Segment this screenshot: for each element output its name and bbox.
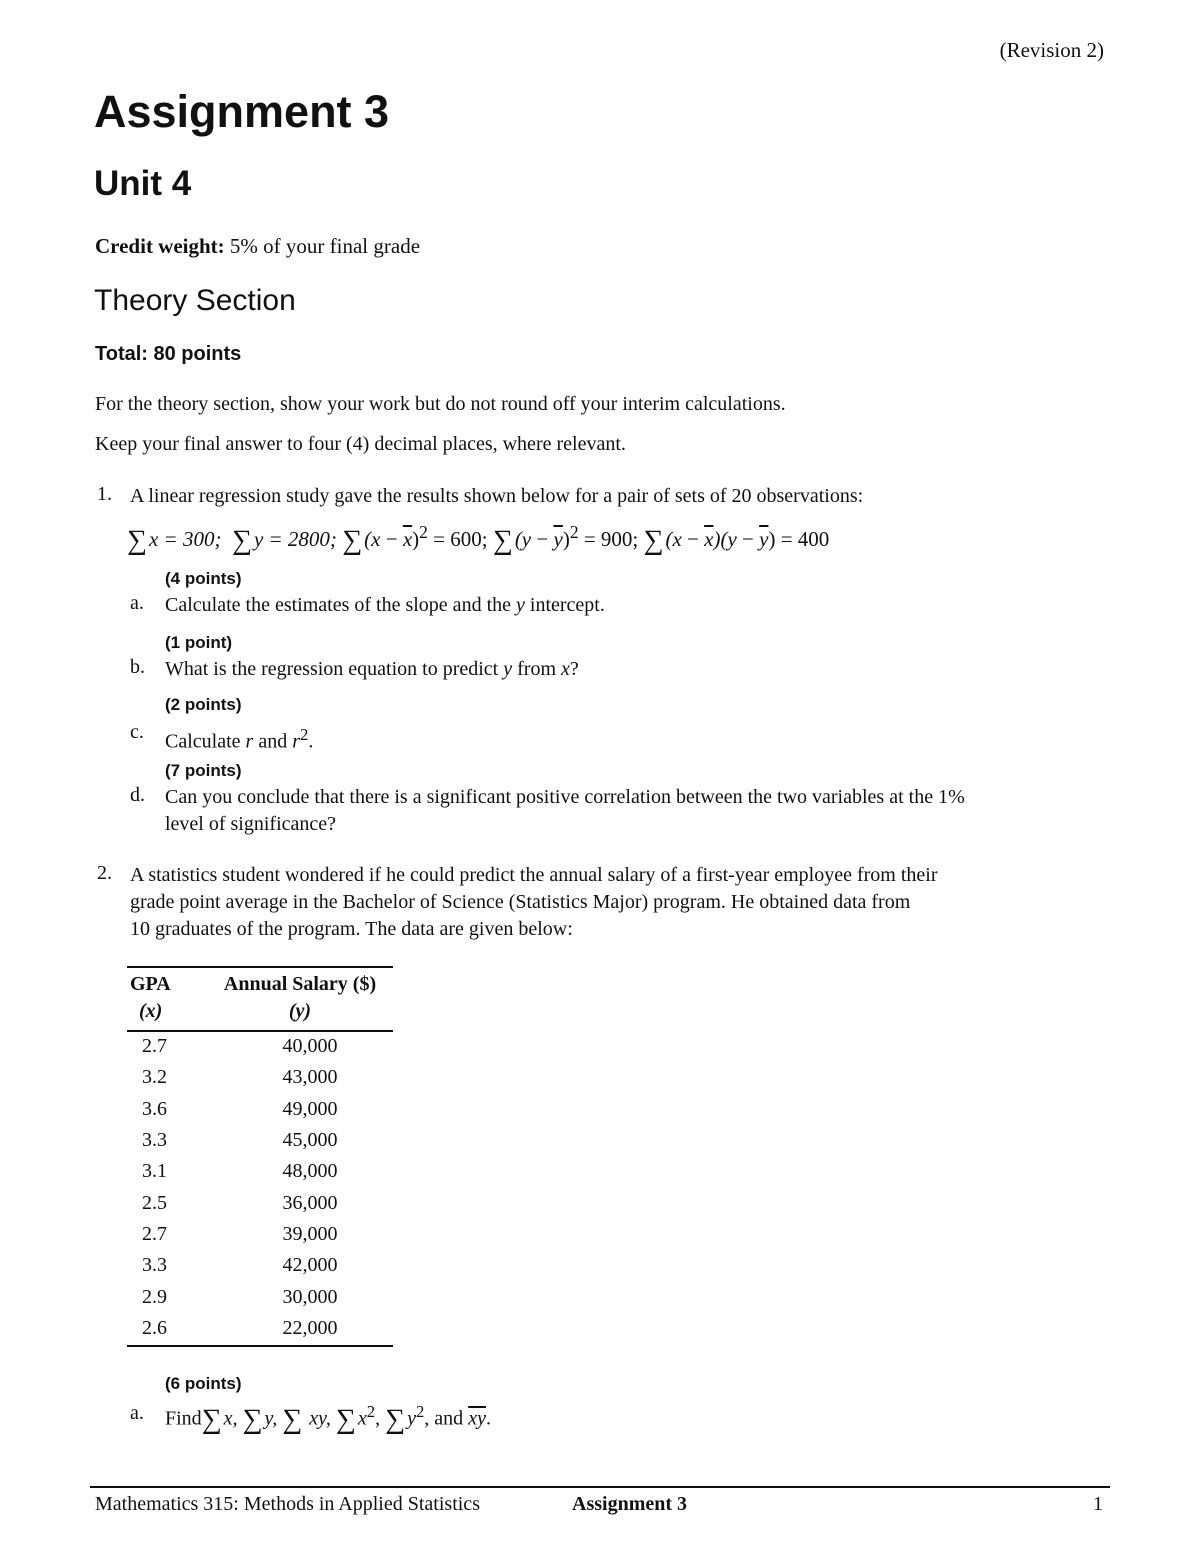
salary-cell: 42,000 — [282, 1254, 338, 1277]
q1c-letter: c. — [130, 721, 144, 743]
sigma-icon: ∑ — [385, 1403, 406, 1435]
q1c-points: (2 points) — [165, 695, 242, 714]
q1b-var: y — [503, 658, 513, 680]
table-row — [127, 1281, 400, 1312]
formula-term: )(y — [713, 527, 737, 551]
q1c-var2: r — [292, 730, 301, 753]
sigma-icon: ∑ — [231, 525, 252, 556]
q2a-bar-term: $\overline{xy}$ — [468, 1407, 486, 1430]
q1c-tail: . — [308, 730, 314, 753]
q2-number: 2. — [97, 862, 112, 884]
gpa-cell: 2.5 — [142, 1191, 167, 1214]
page-title: Assignment 3 — [94, 86, 390, 137]
salary-cell: 48,000 — [282, 1160, 338, 1183]
gpa-cell: 3.3 — [142, 1129, 167, 1152]
footer-assignment: Assignment 3 — [572, 1493, 688, 1515]
q1a-points: (4 points) — [165, 569, 242, 588]
table-row — [127, 1156, 400, 1187]
q1d-line2: level of significance? — [165, 813, 337, 835]
q1a-var: y — [516, 594, 525, 616]
formula-term: (y — [514, 527, 532, 551]
table-row — [127, 1187, 400, 1218]
salary-cell: 40,000 — [282, 1035, 338, 1058]
q1b-text-main: What is the regression equation to predict — [165, 658, 499, 680]
formula-term: x = 300; — [148, 527, 222, 551]
q2a-points: (6 points) — [165, 1374, 242, 1393]
formula-op: − — [736, 527, 760, 551]
salary-cell: 39,000 — [282, 1222, 338, 1245]
total-points: Total: 80 points — [95, 343, 242, 365]
credit-text: 5% of your final grade — [229, 234, 421, 258]
q2a-term: xy, — [309, 1407, 331, 1430]
q1b-points: (1 point) — [165, 633, 233, 652]
q1a-text — [165, 592, 605, 619]
q1b-letter: b. — [130, 656, 145, 678]
formula-op: − — [531, 527, 554, 551]
sigma-icon: ∑ — [643, 525, 664, 556]
q2a-text — [165, 1398, 491, 1433]
table-subheader-row — [127, 998, 400, 1031]
gpa-cell: 3.6 — [142, 1097, 167, 1120]
table-header-rule — [127, 1030, 393, 1032]
gpa-cell: 2.7 — [142, 1035, 167, 1058]
q2a-letter: a. — [130, 1402, 144, 1424]
q1c-sup: 2 — [300, 725, 309, 744]
q2-line3: 10 graduates of the program. The data are given below: — [130, 918, 573, 940]
formula-bar: $\overline{y}$ — [759, 527, 769, 551]
q2a-sup: 2 — [366, 1402, 376, 1421]
q2a-term: y, — [264, 1407, 278, 1430]
formula-term: = 600; — [427, 527, 488, 551]
page-number: 1 — [1093, 1493, 1103, 1515]
formula-term: (x — [364, 527, 381, 551]
q1b-var2: x — [561, 658, 570, 680]
table-header-row — [127, 968, 400, 998]
q1c-text-main: Calculate — [165, 730, 241, 753]
gpa-cell: 2.7 — [142, 1222, 167, 1245]
q1d-letter: d. — [130, 784, 145, 806]
formula-term: = 900; — [578, 527, 639, 551]
formula-op: − — [380, 527, 403, 551]
q1c-var: r — [245, 730, 254, 753]
column-header-gpa: GPA — [130, 973, 171, 995]
gpa-cell: 3.3 — [142, 1254, 167, 1277]
q2a-term: x — [357, 1407, 367, 1430]
q1a-tail: intercept. — [529, 594, 605, 616]
column-subheader-x: (x) — [139, 1000, 163, 1022]
q1-number: 1. — [97, 483, 112, 505]
table-body — [127, 1031, 400, 1344]
formula-bar: $\overline{x}$ — [402, 527, 413, 551]
q1c-mid: and — [258, 730, 288, 753]
sigma-icon: ∑ — [335, 1403, 356, 1435]
table-row — [127, 1250, 400, 1281]
formula-bar: $\overline{x}$ — [704, 527, 714, 551]
q1d-points: (7 points) — [165, 761, 242, 780]
credit-weight — [95, 234, 420, 259]
q2-line1: A statistics student wondered if he could predict the annual salary of a first-year employee from their — [130, 864, 938, 886]
section-heading: Theory Section — [94, 284, 296, 317]
formula-bar: $\overline{y}$ — [553, 527, 563, 551]
sigma-icon: ∑ — [201, 1403, 222, 1435]
formula-term: ) = 400 — [768, 527, 830, 551]
gpa-salary-table — [127, 968, 400, 1344]
table-row — [127, 1219, 400, 1250]
q2a-find: Find — [165, 1407, 202, 1430]
q1b-mid: from — [517, 658, 557, 680]
q1b-tail: ? — [569, 658, 579, 680]
salary-cell: 22,000 — [282, 1316, 338, 1339]
revision-label: (Revision 2) — [999, 38, 1104, 62]
salary-cell: 30,000 — [282, 1285, 338, 1308]
formula-term: y = 2800; — [253, 527, 337, 551]
gpa-cell: 2.6 — [142, 1316, 167, 1339]
table-bottom-rule — [127, 1345, 393, 1347]
q1d-line1: Can you conclude that there is a significant positive correlation between the two variables at the 1% — [165, 786, 965, 808]
salary-cell: 36,000 — [282, 1191, 338, 1214]
instruction-1: For the theory section, show your work but do not round off your interim calculations. — [95, 393, 786, 415]
q2a-term: x, — [223, 1407, 238, 1430]
column-subheader-y: (y) — [288, 1000, 312, 1022]
q2a-sup: 2 — [415, 1402, 425, 1421]
q2a-term: y — [407, 1407, 416, 1430]
formula-term: (x — [665, 527, 682, 551]
q1a-letter: a. — [130, 592, 144, 614]
salary-cell: 49,000 — [282, 1097, 338, 1120]
q1b-text — [165, 656, 579, 683]
sigma-icon: ∑ — [282, 1403, 303, 1435]
gpa-cell: 3.1 — [142, 1160, 167, 1183]
q2-line2: grade point average in the Bachelor of Science (Statistics Major) program. He obtained data from — [130, 891, 911, 913]
table-row — [127, 1031, 400, 1062]
q1-text: A linear regression study gave the results shown below for a pair of sets of 20 observations: — [130, 485, 864, 507]
footer-course: Mathematics 315: Methods in Applied Statistics — [95, 1493, 480, 1515]
q2a-period: . — [485, 1407, 491, 1430]
table-row — [127, 1094, 400, 1125]
salary-cell: 43,000 — [282, 1066, 338, 1089]
q2a-and: , and — [424, 1407, 464, 1430]
sigma-icon: ∑ — [342, 525, 363, 556]
sigma-icon: ∑ — [492, 525, 513, 556]
q1a-text-main: Calculate the estimates of the slope and the — [165, 594, 511, 616]
q1c-text — [165, 721, 313, 756]
gpa-cell: 3.2 — [142, 1066, 167, 1089]
table-row — [127, 1125, 400, 1156]
sigma-icon: ∑ — [127, 525, 147, 556]
unit-heading: Unit 4 — [94, 164, 192, 203]
table-row — [127, 1313, 400, 1344]
gpa-cell: 2.9 — [142, 1285, 167, 1308]
instruction-2: Keep your final answer to four (4) decimal places, where relevant. — [95, 433, 626, 455]
formula-op: − — [681, 527, 705, 551]
formula-sup: 2 — [569, 522, 579, 542]
formula-term: ) — [562, 527, 570, 551]
salary-cell: 45,000 — [282, 1129, 338, 1152]
formula-sup: 2 — [419, 522, 428, 542]
q2a-comma: , — [375, 1407, 381, 1430]
q1-formula — [127, 522, 829, 557]
footer-rule — [90, 1486, 1110, 1488]
table-row — [127, 1062, 400, 1093]
sigma-icon: ∑ — [242, 1403, 263, 1435]
credit-label: Credit weight: — [95, 234, 225, 258]
formula-term: ) — [412, 527, 420, 551]
column-header-salary: Annual Salary ($) — [223, 973, 377, 995]
